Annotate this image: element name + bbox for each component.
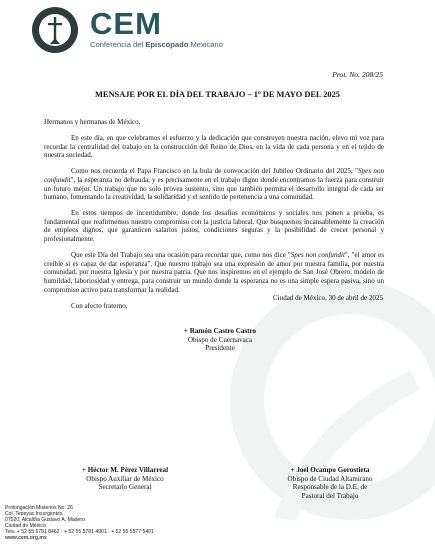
signatory-role-cont: Pastoral del Trabajo — [301, 491, 359, 500]
paragraph-1: En este día, en que celebramos el esfuerzo y la dedicación que construyen nuestra nación, elevo mi voz para recordar la centralidad del trabajo en la construcción del Reino de Dios, en la vida de cada persona y en el tejido de nuestra sociedad. — [44, 134, 384, 160]
address-line: 07020, Alcaldía Gustavo A. Madero — [5, 517, 85, 524]
paragraph-2: Como nos recuerda el Papa Francisco en la bula de convocación del Jubileo Ordinario del 2025, "Spes non confundit", la esperanza no defrauda, y es precisamente en el trabajo digno donde encontramos la fuerza para construir un futuro mejor. Un trabajo que no solo provea sustento, sino que también permita el desarrollo integral de cada ser humano, fomentando la creatividad, la solidaridad y el sentido de pertenencia a una comunidad. — [44, 167, 385, 202]
signatory-role: Presidente — [205, 344, 235, 353]
brand-subtitle: Conferencia del Episcopado Mexicano — [90, 40, 223, 49]
place-date: Ciudad de México, 30 de abril de 2025 — [273, 294, 383, 302]
address-line: Ciudad de México — [5, 523, 46, 530]
website-link[interactable]: www.cem.org.mx — [5, 535, 47, 542]
brand-block — [90, 6, 223, 50]
reference-number: Prot. No. 208/25 — [332, 70, 383, 79]
closing: Con afecto fraterno, — [71, 301, 128, 310]
document-title: MENSAJE POR EL DÍA DEL TRABAJO – 1º DE MAYO DEL 2025 — [95, 90, 340, 99]
signature-labor-pastoral — [255, 466, 405, 500]
signatory-role: Responsable de la D.E. de — [292, 483, 368, 492]
paragraph-3: En estos tiempos de incertidumbre, donde los desafíos económicos y sociales nos ponen a prueba, es fundamental que reafirmemos nuestro compromiso con la justicia laboral. Que busquemos incansablemente la creación de empleos dignos, que garanticen salarios justos, condiciones seguras y la posibilidad de crecer personal y profesionalmente. — [44, 209, 384, 244]
signatory-name: + Héctor M. Pérez Villarreal — [81, 466, 169, 474]
signature-secretary — [50, 466, 200, 492]
brand-name: CEM — [90, 6, 162, 41]
signatory-title: Obispo de Cuernavaca — [187, 335, 253, 344]
phone-line: Tels. + 52 55 5781 8462 · + 52 55 5781 4901 · + 52 55 5577 5401 — [5, 529, 154, 536]
address-line: Col. Tepeyac Insurgentes — [5, 511, 63, 518]
signatory-title: Obispo de Ciudad Altamirano — [287, 474, 373, 483]
signature-president — [150, 327, 290, 353]
cross-circle-logo-icon — [30, 5, 80, 55]
signatory-title: Obispo Auxiliar de México — [86, 474, 164, 483]
address-line: Prolongación Misterios No. 26 — [5, 505, 73, 511]
signatory-role: Secretario General — [98, 483, 152, 492]
salutation: Hermanos y hermanas de México, — [44, 118, 141, 126]
signatory-name: + Joel Ocampo Gorostieta — [290, 466, 370, 474]
paragraph-4: Que este Día del Trabajo sea una ocasión para recordar que, como nos dice "Spes non confundit", "el amor es creíble si es capaz de dar esperanza". Que nuestro trabajo sea una expresión de amor por nuestra familia, por nuestra comunidad, por nuestra Iglesia y por nuestra patria. Que nos inspiremos en el ejemplo de San José Obrero, modelo de humildad, laboriosidad y entrega, para construir un mundo donde la esperanza no es una simple espera pasiva, sino un compromiso activo para transformar la realidad. — [44, 251, 384, 294]
signatory-name: + Ramón Castro Castro — [183, 327, 257, 335]
message-body — [44, 118, 384, 318]
footer-address — [5, 505, 154, 542]
